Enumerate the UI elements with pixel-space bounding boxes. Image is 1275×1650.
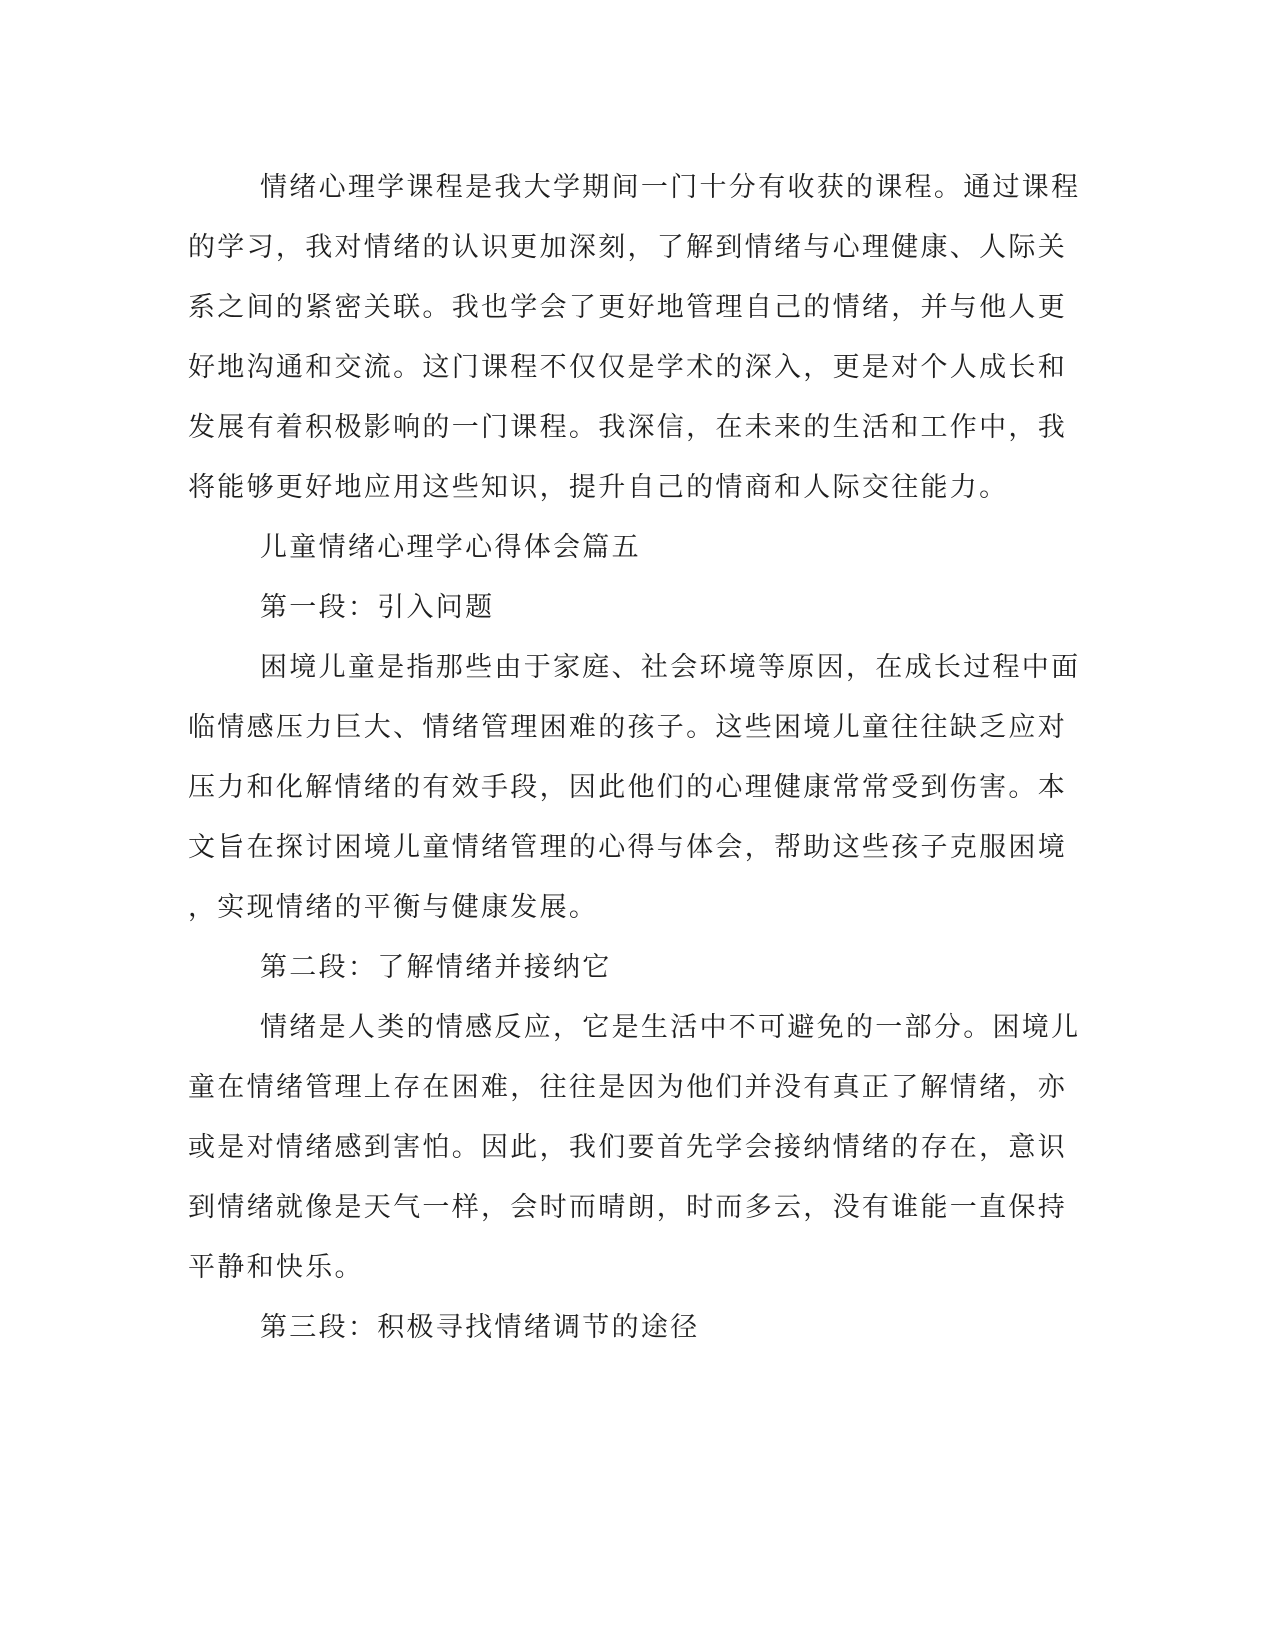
paragraph-line: 童在情绪管理上存在困难，往往是因为他们并没有真正了解情绪，亦 [188,1072,1067,1103]
paragraph-line: 压力和化解情绪的有效手段，因此他们的心理健康常常受到伤害。本 [188,772,1067,803]
paragraph-line: 临情感压力巨大、情绪管理困难的孩子。这些困境儿童往往缺乏应对 [188,712,1067,743]
paragraph-line: 或是对情绪感到害怕。因此，我们要首先学会接纳情绪的存在，意识 [188,1132,1067,1163]
paragraph-line: 到情绪就像是天气一样，会时而晴朗，时而多云，没有谁能一直保持 [188,1192,1067,1223]
section-heading: 第三段：积极寻找情绪调节的途径 [260,1312,700,1343]
paragraph-line: 平静和快乐。 [188,1252,364,1283]
section-title: 儿童情绪心理学心得体会篇五 [260,532,641,563]
paragraph-line: 文旨在探讨困境儿童情绪管理的心得与体会，帮助这些孩子克服困境 [188,832,1067,863]
document-body [188,158,1081,1358]
paragraph-line: 系之间的紧密关联。我也学会了更好地管理自己的情绪，并与他人更 [188,292,1067,323]
paragraph-line: ，实现情绪的平衡与健康发展。 [188,892,599,923]
paragraph-line: 发展有着积极影响的一门课程。我深信，在未来的生活和工作中，我 [188,412,1067,443]
section-heading: 第一段：引入问题 [260,592,495,623]
paragraph-line: 将能够更好地应用这些知识，提升自己的情商和人际交往能力。 [188,472,1009,503]
paragraph-line: 情绪是人类的情感反应，它是生活中不可避免的一部分。困境儿 [260,1012,1081,1043]
paragraph-line: 好地沟通和交流。这门课程不仅仅是学术的深入，更是对个人成长和 [188,352,1067,383]
section-heading: 第二段：了解情绪并接纳它 [260,952,612,983]
paragraph-line: 的学习，我对情绪的认识更加深刻，了解到情绪与心理健康、人际关 [188,232,1067,263]
paragraph-line: 情绪心理学课程是我大学期间一门十分有收获的课程。通过课程 [260,172,1081,203]
paragraph-line: 困境儿童是指那些由于家庭、社会环境等原因，在成长过程中面 [260,652,1081,683]
